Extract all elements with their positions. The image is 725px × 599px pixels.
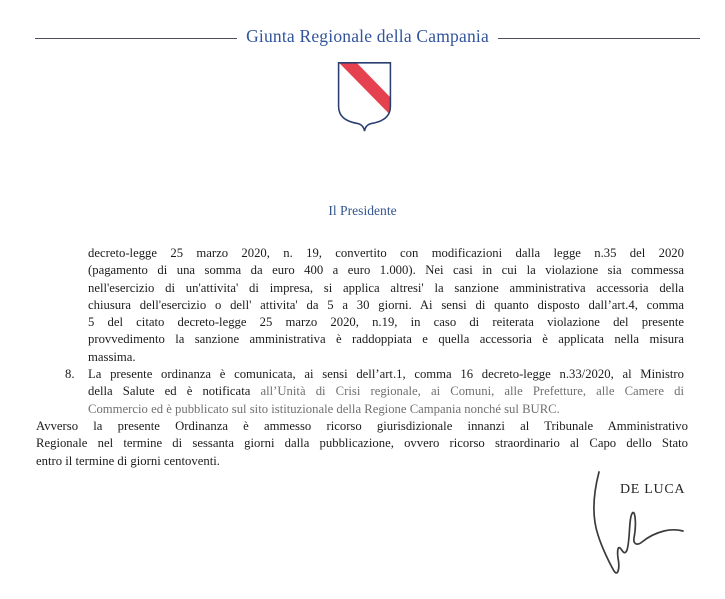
paragraph-line: (pagamento di una somma da euro 400 a euro 1.000). Nei casi in cui la violazione sia commessa [88,263,684,278]
paragraph-line: decreto-legge 25 marzo 2020, n. 19, convertito con modificazioni dalla legge n.35 del 2020 [88,246,684,260]
body-text [36,245,688,470]
paragraph-line: massima. [88,349,136,364]
list-item-line: La presente ordinanza è comunicata, ai sensi dell’art.1, comma 16 decreto-legge n.33/2020, al Ministro [88,367,684,382]
letterhead-rule-right [498,38,700,39]
handwritten-signature [585,465,695,580]
paragraph-line: Avverso la presente Ordinanza è ammesso ricorso giurisdizionale innanzi al Tribunale Amministrativo [36,418,688,433]
list-item-number: 8. [65,367,75,382]
list-item-line [88,383,684,400]
letterhead [0,26,725,47]
list-item-text-gray: all’Unità di Crisi regionale, ai Comuni, alle Prefetture, alle Camere di [260,384,685,399]
letterhead-title: Giunta Regionale della Campania [246,26,489,46]
subtitle-il-presidente: Il Presidente [328,203,397,218]
paragraph-line: entro il termine di giorni centoventi. [36,453,220,468]
letterhead-rule-left [35,38,237,39]
signatory-name: DE LUCA [620,482,686,497]
paragraph-line: chiusura dell'esercizio o dell' attivita' da 5 a 30 giorni. Ai sensi di quanto disposto dall’art.4, comma [88,297,684,312]
list-item-text-black: della Salute ed è notificata [88,384,251,399]
paragraph-avverso [36,418,688,470]
paragraph-decreto [36,245,688,366]
campania-coat-of-arms-icon [336,60,393,134]
paragraph-line: 5 del citato decreto-legge 25 marzo 2020, n.19, in caso di reiterata violazione del presente [88,315,684,330]
paragraph-line: provvedimento la sanzione amministrativa è raddoppiata e quella accessoria è applicata nella misura [88,332,684,347]
list-item-8 [36,366,688,418]
list-item-line: Commercio ed è pubblicato sul sito istituzionale della Regione Campania nonché sul BURC. [88,401,560,416]
paragraph-line: Regionale nel termine di sessanta giorni dalla pubblicazione, ovvero ricorso straordinario al Capo dello Stato [36,436,688,451]
paragraph-line: nell'esercizio di un'attivita' di impresa, si applica altresi' la sanzione amministrativa accessoria della [88,280,684,295]
